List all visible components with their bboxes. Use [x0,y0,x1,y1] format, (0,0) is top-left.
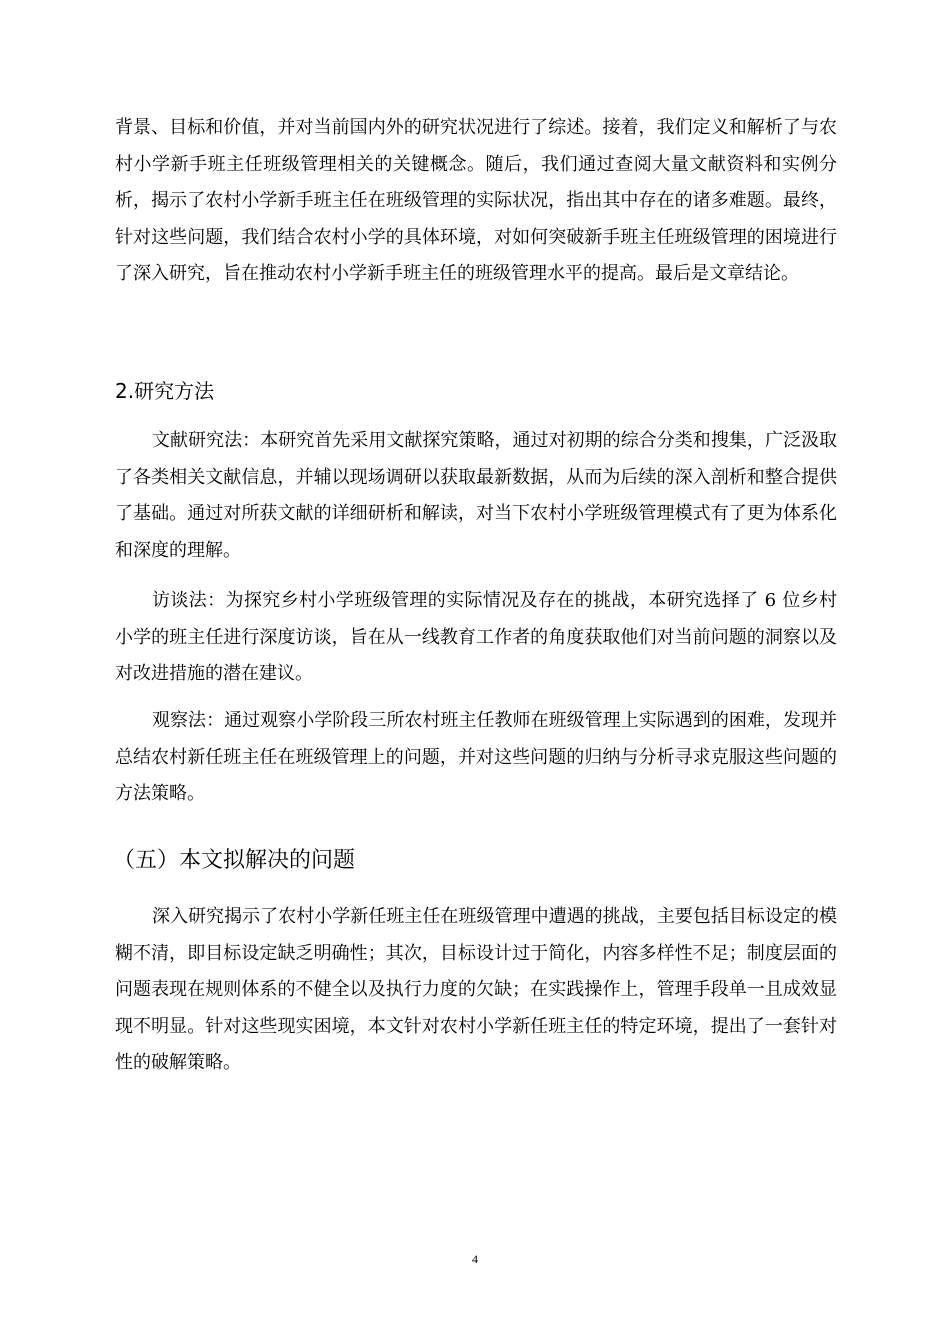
page-number: 4 [472,1252,478,1266]
literature-method-paragraph: 文献研究法：本研究首先采用文献探究策略，通过对初期的综合分类和搜集，广泛汲取了各类相关文献信息，并辅以现场调研以获取最新数据，从而为后续的深入剖析和整合提供了基础。通过对所获文献的详细研析和解读，对当下农村小学班级管理模式有了更为体系化和深度的理解。 [115,430,837,561]
interview-method-paragraph: 访谈法：为探究乡村小学班级管理的实际情况及存在的挑战，本研究选择了 6 位乡村小学的班主任进行深度访谈，旨在从一线教育工作者的角度获取他们对当前问题的洞察以及对改进措施的潜在建议。 [115,590,837,685]
problems-paragraph: 深入研究揭示了农村小学新任班主任在班级管理中遭遇的挑战，主要包括目标设定的模糊不清，即目标设定缺乏明确性；其次，目标设计过于简化，内容多样性不足；制度层面的问题表现在规则体系的不健全以及执行力度的欠缺；在实践操作上，管理手段单一且成效显现不明显。针对这些现实困境，本文针对农村小学新任班主任的特定环境，提出了一套针对性的破解策略。 [115,906,837,1074]
methods-heading: 2.研究方法 [115,379,215,403]
observation-method-paragraph: 观察法：通过观察小学阶段三所农村班主任教师在班级管理上实际遇到的困难，发现并总结农村新任班主任在班级管理上的问题，并对这些问题的归纳与分析寻求克服这些问题的方法策略。 [115,710,837,805]
problems-heading: （五）本文拟解决的问题 [113,848,356,873]
intro-continuation-paragraph: 背景、目标和价值，并对当前国内外的研究状况进行了综述。接着，我们定义和解析了与农村小学新手班主任班级管理相关的关键概念。随后，我们通过查阅大量文献资料和实例分析，揭示了农村小学新手班主任在班级管理的实际状况，指出其中存在的诸多难题。最终，针对这些问题，我们结合农村小学的具体环境，对如何突破新手班主任班级管理的困境进行了深入研究，旨在推动农村小学新手班主任的班级管理水平的提高。最后是文章结论。 [115,117,837,285]
